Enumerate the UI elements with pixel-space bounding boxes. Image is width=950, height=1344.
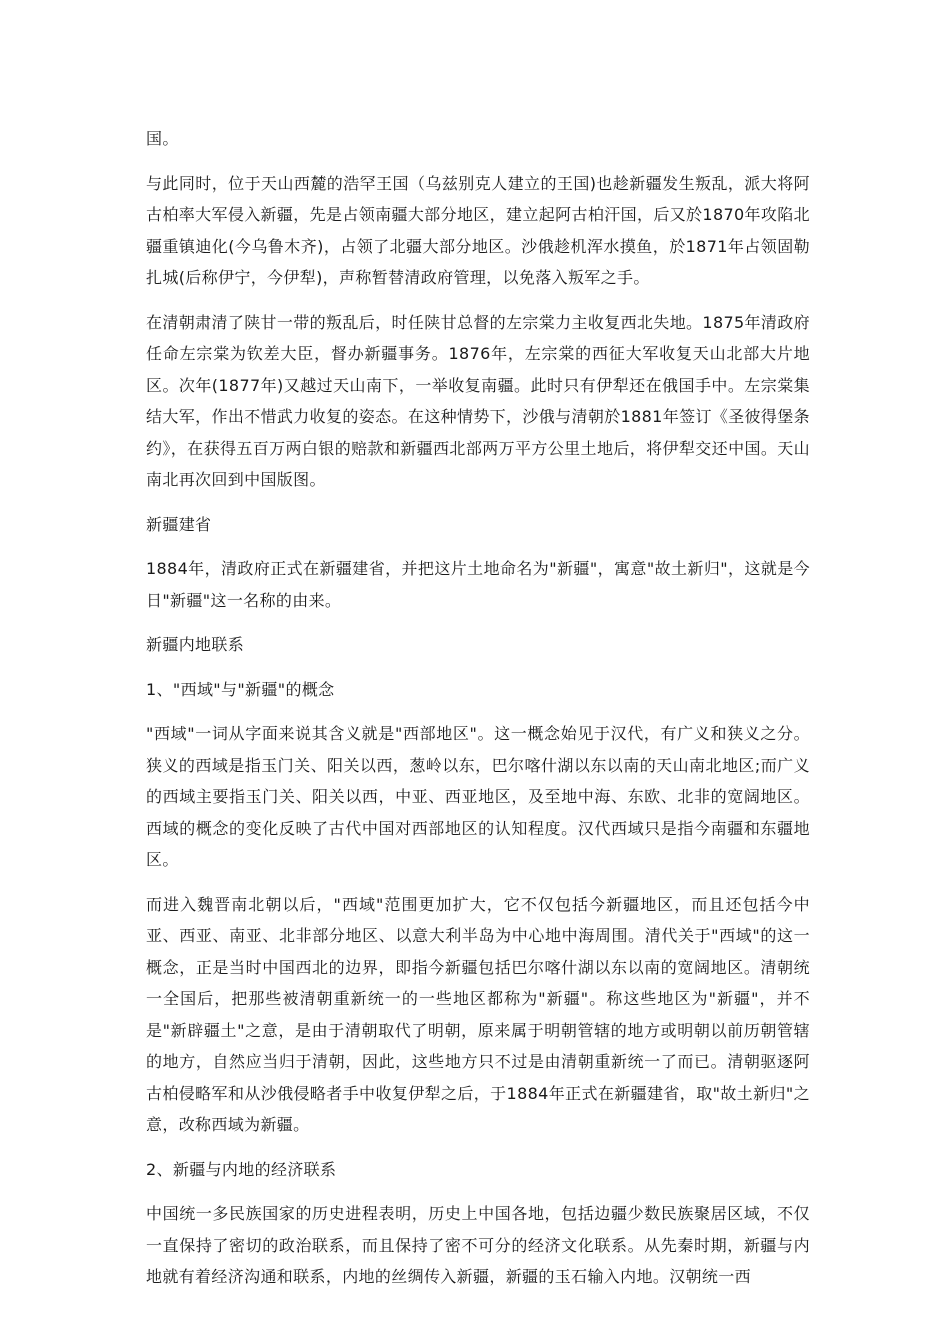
- subsection-heading-economic-ties: 2、新疆与内地的经济联系: [146, 1159, 337, 1179]
- subsection-heading-concepts: 1、"西域"与"新疆"的概念: [146, 679, 335, 699]
- paragraph-zuo-zongtang-recovery: 在清朝肃清了陕甘一带的叛乱后，时任陕甘总督的左宗棠力主收复西北失地。1875年清政府任命左宗棠为钦差大臣，督办新疆事务。1876年，左宗棠的西征大军收复天山北部大片地区。次年(1877年)又越过天山南下，一举收复南疆。此时只有伊犁还在俄国手中。左宗棠集结大军，作出不惜武力收复的姿态。在这种情势下，沙俄与清朝於1881年签订《圣彼得堡条约》，在获得五百万两白银的赔款和新疆西北部两万平方公里土地后，将伊犁交还中国。天山南北再次回到中国版图。: [146, 312, 810, 489]
- section-heading-province: 新疆建省: [146, 514, 212, 534]
- paragraph-continuation: 国。: [146, 129, 179, 148]
- paragraph-western-regions-definition: "西域"一词从字面来说其含义就是"西部地区"。这一概念始见于汉代，有广义和狭义之分。狭义的西域是指玉门关、阳关以西，葱岭以东，巴尔喀什湖以东以南的天山南北地区;而广义的西域主要指玉门关、阳关以西，中亚、西亚地区，及至地中海、东欧、北非的宽阔地区。西域的概念的变化反映了古代中国对西部地区的认知程度。汉代西域只是指今南疆和东疆地区。: [146, 724, 810, 869]
- paragraph-haohan-invasion: 与此同时，位于天山西麓的浩罕王国（乌兹别克人建立的王国)也趁新疆发生叛乱，派大将阿古柏率大军侵入新疆，先是占领南疆大部分地区，建立起阿古柏汗国，后又於1870年攻陷北疆重镇迪化(今乌鲁木齐)，占领了北疆大部分地区。沙俄趁机浑水摸鱼，於1871年占领固勒扎城(后称伊宁，今伊犁)，声称暂替清政府管理，以免落入叛军之手。: [146, 173, 810, 287]
- section-heading-inland-ties: 新疆内地联系: [146, 635, 245, 654]
- paragraph-western-regions-expansion: 而进入魏晋南北朝以后，"西域"范围更加扩大，它不仅包括今新疆地区，而且还包括今中亚、西亚、南亚、北非部分地区、以意大利半岛为中心地中海周围。清代关于"西域"的这一概念，正是当时中国西北的边界，即指今新疆包括巴尔喀什湖以东以南的宽阔地区。清朝统一全国后，把那些被清朝重新统一的一些地区都称为"新疆"。称这些地区为"新疆"，并不是"新辟疆土"之意，是由于清朝取代了明朝，原来属于明朝管辖的地方或明朝以前历朝管辖的地方，自然应当归于清朝，因此，这些地方只不过是由清朝重新统一了而已。清朝驱逐阿古柏侵略军和从沙俄侵略者手中收复伊犁之后，于1884年正式在新疆建省，取"故土新归"之意，改称西域为新疆。: [146, 894, 810, 1134]
- paragraph-economic-ties: 中国统一多民族国家的历史进程表明，历史上中国各地，包括边疆少数民族聚居区域，不仅一直保持了密切的政治联系，而且保持了密不可分的经济文化联系。从先秦时期，新疆与内地就有着经济沟通和联系，内地的丝绸传入新疆，新疆的玉石输入内地。汉朝统一西: [146, 1204, 810, 1286]
- document-body: [146, 123, 810, 1306]
- paragraph-province-founding: 1884年，清政府正式在新疆建省，并把这片土地命名为"新疆"，寓意"故土新归"，这就是今日"新疆"这一名称的由来。: [146, 559, 810, 610]
